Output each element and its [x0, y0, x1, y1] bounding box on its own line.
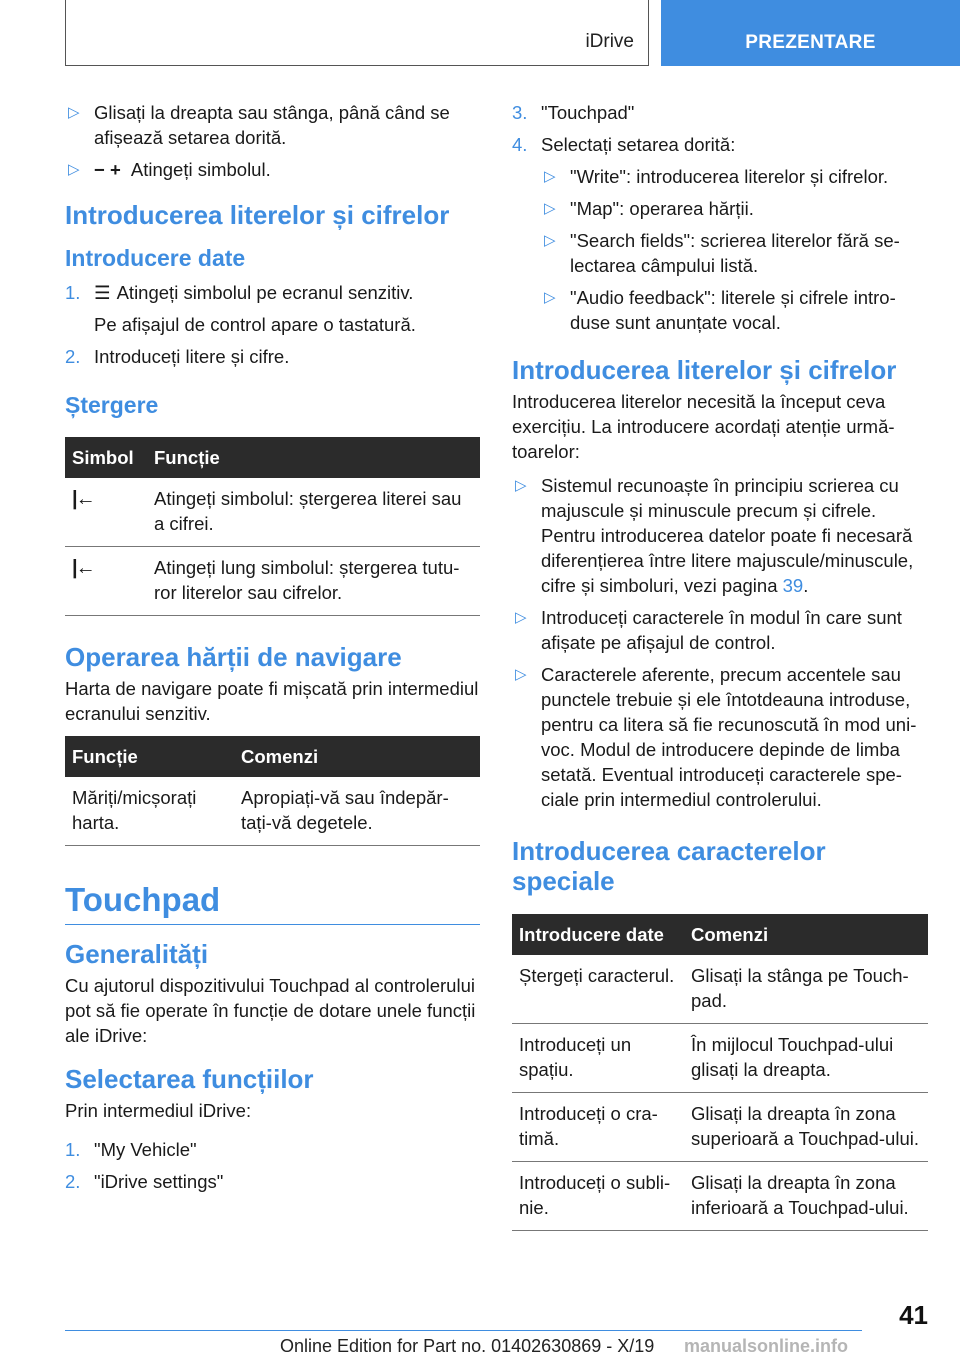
backspace-icon: |←: [72, 488, 94, 510]
backspace-icon: |←: [72, 557, 94, 579]
table-row: |← Atingeți simbolul: ștergerea literei sau a cifrei.: [65, 478, 480, 547]
input2-text: Introducerea literelor necesită la început ceva exercițiu. La introducere acordați atenție următoarelor:: [512, 391, 895, 462]
column-header: Funcție: [147, 437, 480, 478]
list-item: ▷ "Audio feedback": literele și cifrele introduse sunt anunțate vocal.: [544, 287, 896, 333]
heading-input-data: Introducere date: [65, 245, 246, 271]
list-item: 4. Selectați setarea dorită: ▷ "Write": introducerea literelor și cifrelor. ▷ "Map": operarea hărții. ▷ "Search fields": scrierea literelor fără selectarea câmpului listă. ▷ "Audio feedback": literele și cifrele introduse sunt anunțate vocal.: [512, 132, 928, 335]
list-item: ▷ Sistemul recunoaște în principiu scrierea cu majuscule și minuscule precum și cifrele. Pentru introducerea datelor poate fi necesară diferențierea între litere majuscule/minuscule, cifre și simboluri, vezi pagina 39.: [515, 475, 914, 596]
left-column: [65, 100, 480, 1201]
list-item: ▷ Glisați la dreapta sau stânga, până când se afișează setarea dorită.: [68, 102, 450, 148]
list-item: 2. Introduceți litere și cifre.: [65, 346, 290, 367]
map-text: Harta de navigare poate fi mișcată prin intermediul ecranului senzitiv.: [65, 678, 479, 724]
list-item: 3. "Touchpad": [512, 102, 635, 123]
triangle-bullet-icon: ▷: [68, 104, 80, 121]
triangle-bullet-icon: ▷: [544, 289, 556, 306]
column-header: Comenzi: [684, 914, 928, 955]
header-section-tab: [661, 0, 960, 66]
list-item: 1. "My Vehicle": [65, 1139, 197, 1160]
minus-plus-icon: − +: [94, 159, 121, 180]
table-row: Măriți/micșorați harta. Apropiați-vă sau îndepărtați-vă degetele.: [65, 777, 480, 846]
select-steps-continued: [512, 100, 928, 335]
input-steps: [65, 280, 480, 369]
list-item: ▷ "Search fields": scrierea literelor fără selectarea câmpului listă.: [544, 230, 900, 276]
heading-special: Introducerea caracterelor speciale: [512, 836, 826, 896]
heading-input: Introducerea literelor și cifrelor: [65, 200, 450, 230]
header-section: PREZENTARE: [745, 32, 876, 53]
list-item: 1. ☰ Atingeți simbolul pe ecranul senzitiv. Pe afișajul de control apare o tastatură.: [65, 282, 416, 335]
list-item: 2. "iDrive settings": [65, 1171, 224, 1192]
column-header: Introducere date: [512, 914, 684, 955]
special-table: [512, 914, 928, 1231]
page-number: 41: [899, 1300, 928, 1330]
heading-map: Operarea hărții de navigare: [65, 642, 402, 672]
input2-bullets: [512, 473, 928, 812]
select-steps: [65, 1137, 480, 1194]
triangle-bullet-icon: ▷: [515, 609, 527, 626]
table-row: |← Atingeți lung simbolul: ștergerea tuturor literelor sau cifrelor.: [65, 547, 480, 616]
heading-delete: Ștergere: [65, 392, 159, 418]
heading-general: Generalități: [65, 939, 209, 969]
right-column: [512, 100, 928, 1231]
footer-divider: [65, 1330, 862, 1331]
column-header: Simbol: [65, 437, 147, 478]
header-chapter: iDrive: [585, 31, 634, 52]
column-header: Funcție: [65, 736, 234, 777]
header-chapter-box: [65, 0, 649, 66]
list-item: ▷ "Map": operarea hărții.: [544, 198, 754, 219]
triangle-bullet-icon: ▷: [515, 477, 527, 494]
table-row: Introduceți o cratimă. Glisați la dreapta în zona superioară a Touchpad-ului.: [512, 1093, 928, 1162]
triangle-bullet-icon: ▷: [544, 200, 556, 217]
heading-input-2: Introducerea literelor și cifrelor: [512, 355, 897, 385]
column-header: Comenzi: [234, 736, 480, 777]
list-item: ▷ "Write": introducerea literelor și cifrelor.: [544, 166, 889, 187]
keyboard-touch-icon: ☰: [94, 282, 111, 303]
map-table: [65, 736, 480, 846]
intro-bullets: [65, 100, 480, 182]
table-row: Introduceți o sublinie. Glisați la dreapta în zona inferioară a Touchpad-ului.: [512, 1162, 928, 1231]
list-item: ▷ − + Atingeți simbolul.: [68, 159, 271, 180]
delete-table: [65, 437, 480, 616]
triangle-bullet-icon: ▷: [544, 232, 556, 249]
watermark: manualsonline.info: [684, 1336, 849, 1356]
triangle-bullet-icon: ▷: [515, 666, 527, 683]
triangle-bullet-icon: ▷: [68, 161, 80, 178]
table-row: Introduceți un spațiu. În mijlocul Touchpad-ului glisați la dreapta.: [512, 1024, 928, 1093]
footer-edition: Online Edition for Part no. 01402630869 - X/19: [280, 1336, 655, 1356]
page-link[interactable]: 39: [782, 575, 804, 596]
heading-select: Selectarea funcțiilor: [65, 1064, 314, 1094]
settings-sublist: [541, 164, 928, 335]
heading-touchpad: Touchpad: [65, 880, 480, 925]
triangle-bullet-icon: ▷: [544, 168, 556, 185]
list-item: ▷ Introduceți caracterele în modul în care sunt afișate pe afișajul de control.: [515, 607, 902, 653]
table-row: Ștergeți caracterul. Glisați la stânga pe Touchpad.: [512, 955, 928, 1024]
select-text: Prin intermediul iDrive:: [65, 1100, 252, 1121]
general-text: Cu ajutorul dispozitivului Touchpad al controlerului pot să fie operate în funcție de dotare unele funcții ale iDrive:: [65, 975, 476, 1046]
list-item: ▷ Caracterele aferente, precum accentele sau punctele trebuie și ele întotdeauna introduse, pentru ca litera să fie recunoscută în mod univoc. Modul de introducere depinde de limba setată. Eventual introduceți caracterele speciale prin intermediul controlerului.: [515, 664, 917, 810]
